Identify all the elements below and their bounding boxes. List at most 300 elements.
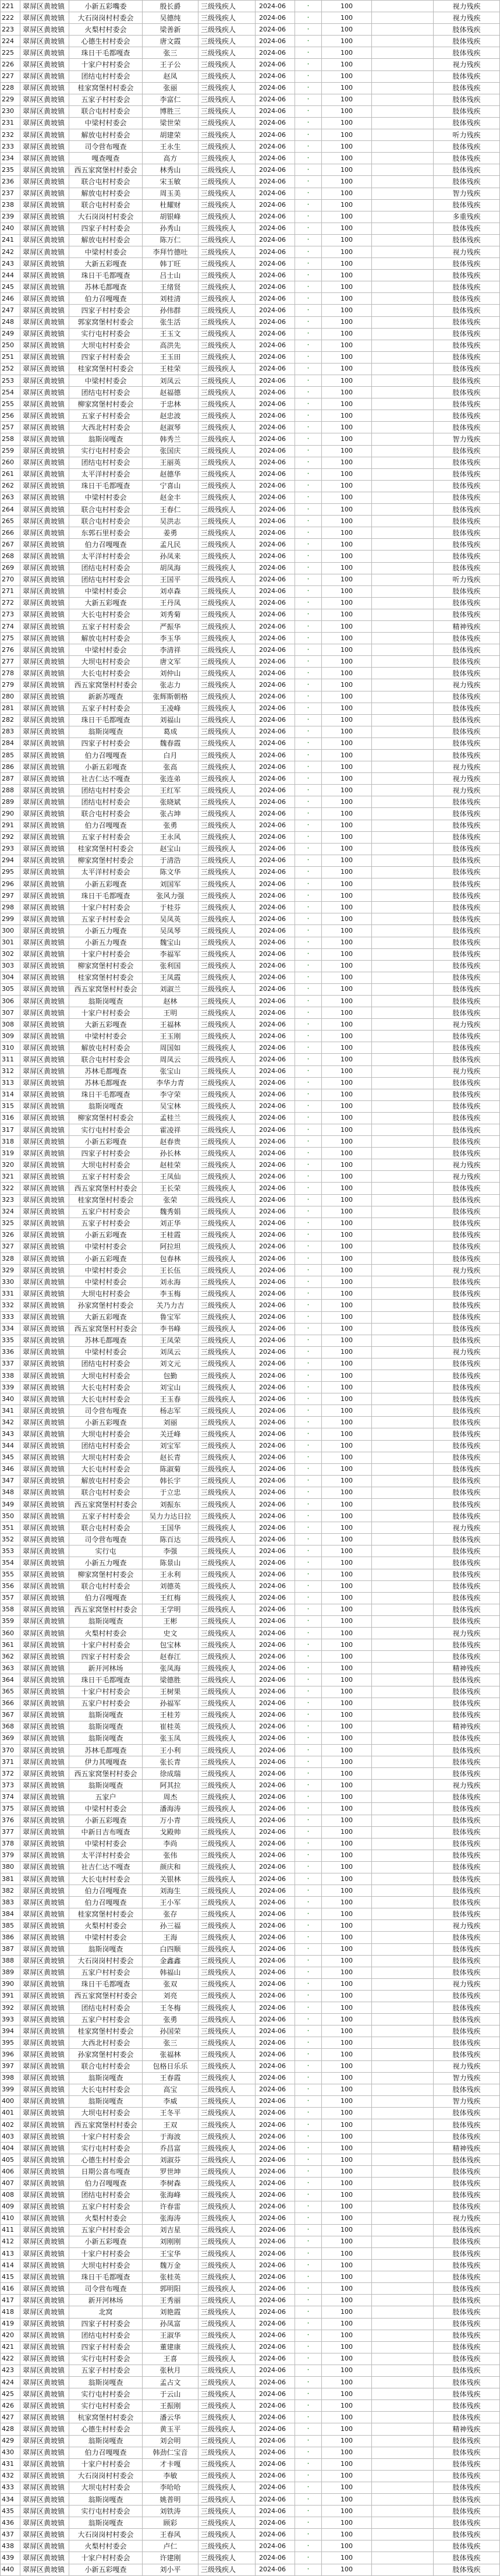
month-cell: 2024-06 [256,1031,295,1042]
village-cell: 珠日干毛都嘎查 [69,2271,143,2283]
name-cell: 王永生 [143,141,198,153]
disability-type-cell: 肢体残疾 [434,866,500,878]
marker-cell: • [295,2365,322,2376]
row-number: 336 [1,1346,20,1358]
disability-type-cell: 肢体残疾 [434,1850,500,1861]
amount-cell: 100 [322,2318,372,2330]
town-cell: 翠屏区黄坡镇 [20,1580,69,1592]
town-cell: 翠屏区黄坡镇 [20,1768,69,1780]
amount-cell: 100 [322,1744,372,1756]
village-cell: 小新五力嘎查 [69,1557,143,1569]
row-number: 294 [1,855,20,866]
marker-cell: • [295,1663,322,1674]
blank-cell [372,2084,434,2095]
month-cell: 2024-06 [256,983,295,995]
row-number: 426 [1,2400,20,2412]
row-number: 246 [1,293,20,305]
blank-cell [372,59,434,70]
row-number: 361 [1,1639,20,1651]
category-cell: 三级残疾人 [198,1054,256,1065]
blank-cell [372,258,434,270]
blank-cell [372,105,434,117]
category-cell: 三级残疾人 [198,1955,256,1967]
blank-cell [372,516,434,527]
month-cell: 2024-06 [256,913,295,925]
row-number: 366 [1,1698,20,1709]
category-cell: 三级残疾人 [198,2189,256,2201]
amount-cell: 100 [322,1241,372,1252]
village-cell: 大坝屯村村委会 [69,2482,143,2493]
marker-cell: • [295,703,322,714]
town-cell: 翠屏区黄坡镇 [20,855,69,866]
month-cell: 2024-06 [256,948,295,960]
town-cell: 翠屏区黄坡镇 [20,1253,69,1265]
marker-cell: • [295,1791,322,1803]
name-cell: 王喜 [143,2353,198,2365]
disability-type-cell: 肢体残疾 [434,1241,500,1252]
row-number: 339 [1,1382,20,1393]
village-cell: 五家户村村委会 [69,1206,143,1218]
village-cell: 中梁村村委会 [69,1276,143,1288]
table-row [1,375,500,387]
town-cell: 翠屏区黄坡镇 [20,2412,69,2423]
month-cell: 2024-06 [256,2435,295,2447]
category-cell: 三级残疾人 [198,2131,256,2143]
name-cell: 李威 [143,2095,198,2107]
category-cell: 三级残疾人 [198,70,256,82]
amount-cell: 100 [322,1463,372,1475]
disability-type-cell: 视力残疾 [434,1522,500,1534]
month-cell: 2024-06 [256,1885,295,1897]
town-cell: 翠屏区黄坡镇 [20,2493,69,2505]
disability-type-cell: 听力残疾 [434,574,500,585]
name-cell: 王福林 [143,1019,198,1031]
table-row [1,1054,500,1065]
table-row [1,340,500,351]
disability-type-cell: 肢体残疾 [434,2377,500,2388]
town-cell: 翠屏区黄坡镇 [20,785,69,796]
village-cell: 联合屯村村委会 [69,1487,143,1498]
town-cell: 翠屏区黄坡镇 [20,1,69,12]
row-number: 365 [1,1686,20,1698]
name-cell: 王冬平 [143,2107,198,2119]
table-row [1,1604,500,1615]
town-cell: 翠屏区黄坡镇 [20,2154,69,2166]
amount-cell: 100 [322,1663,372,1674]
town-cell: 翠屏区黄坡镇 [20,2201,69,2212]
amount-cell: 100 [322,1557,372,1569]
category-cell: 三级残疾人 [198,445,256,457]
name-cell: 张海涛 [143,2212,198,2224]
marker-cell: • [295,1042,322,1054]
table-row [1,293,500,305]
disability-type-cell: 视力残疾 [434,1,500,12]
table-row [1,2400,500,2412]
town-cell: 翠屏区黄坡镇 [20,527,69,539]
blank-cell [372,2002,434,2014]
row-number: 379 [1,1850,20,1861]
disability-type-cell: 肢体残疾 [434,1463,500,1475]
row-number: 356 [1,1580,20,1592]
disability-type-cell: 肢体残疾 [434,1990,500,2002]
disability-type-cell: 肢体残疾 [434,1405,500,1417]
month-cell: 2024-06 [256,2143,295,2154]
village-cell: 社吉仁达不嘎查 [69,773,143,785]
village-cell: 翁斯岗嘎查 [69,2493,143,2505]
row-number: 384 [1,1908,20,1920]
month-cell: 2024-06 [256,2447,295,2458]
row-number: 329 [1,1265,20,1276]
marker-cell: • [295,2423,322,2435]
marker-cell: • [295,2435,322,2447]
table-row [1,1089,500,1100]
village-cell: 翁斯岗嘎查 [69,2435,143,2447]
village-cell: 小新五彩嘎查 [69,1815,143,1826]
row-number: 312 [1,1065,20,1077]
name-cell: 高洪先 [143,340,198,351]
amount-cell: 100 [322,1100,372,1112]
amount-cell: 100 [322,1405,372,1417]
amount-cell: 100 [322,1417,372,1428]
amount-cell: 100 [322,2283,372,2295]
table-row [1,2236,500,2247]
blank-cell [372,2423,434,2435]
village-cell: 翁斯岗嘎查 [69,1732,143,1744]
month-cell: 2024-06 [256,234,295,246]
table-row [1,773,500,785]
town-cell: 翠屏区黄坡镇 [20,2295,69,2306]
marker-cell: • [295,1206,322,1218]
blank-cell [372,1218,434,1229]
town-cell: 翠屏区黄坡镇 [20,878,69,890]
name-cell: 魏万金 [143,2260,198,2271]
row-number: 282 [1,714,20,726]
table-row [1,1042,500,1054]
category-cell: 三级残疾人 [198,1276,256,1288]
table-row [1,1990,500,2002]
marker-cell: • [295,1545,322,1557]
marker-cell: • [295,445,322,457]
row-number: 364 [1,1674,20,1686]
marker-cell: • [295,1253,322,1265]
month-cell: 2024-06 [256,1686,295,1698]
blank-cell [372,2388,434,2400]
town-cell: 翠屏区黄坡镇 [20,2189,69,2201]
amount-cell: 100 [322,141,372,153]
blank-cell [372,2552,434,2564]
amount-cell: 100 [322,1288,372,1300]
category-cell: 三级残疾人 [198,2260,256,2271]
disability-type-cell: 肢体残疾 [434,937,500,948]
table-row [1,796,500,808]
marker-cell: • [295,153,322,164]
name-cell: 李强 [143,1545,198,1557]
amount-cell: 100 [322,1826,372,1838]
town-cell: 翠屏区黄坡镇 [20,2095,69,2107]
amount-cell: 100 [322,258,372,270]
marker-cell: • [295,1897,322,1908]
blank-cell [372,1405,434,1417]
blank-cell [372,1838,434,1850]
category-cell: 三级残疾人 [198,1370,256,1381]
blank-cell [372,2025,434,2037]
category-cell: 三级残疾人 [198,480,256,492]
amount-cell: 100 [322,1861,372,1873]
village-cell: 联合屯村村委会 [69,1580,143,1592]
marker-cell: • [295,2388,322,2400]
village-cell: 解放屯村村委会 [69,633,143,644]
row-number: 272 [1,597,20,609]
town-cell: 翠屏区黄坡镇 [20,480,69,492]
village-cell: 十家户村村委会 [69,1007,143,1019]
blank-cell [372,551,434,562]
row-number: 381 [1,1873,20,1885]
name-cell: 孙秀山 [143,223,198,234]
blank-cell [372,1955,434,1967]
category-cell: 三级残疾人 [198,1007,256,1019]
category-cell: 三级残疾人 [198,1522,256,1534]
village-cell: 联合屯村村委会 [69,199,143,211]
village-cell: 桂家窝堡村村委会 [69,82,143,94]
amount-cell: 100 [322,1580,372,1592]
town-cell: 翠屏区黄坡镇 [20,1112,69,1124]
marker-cell: • [295,668,322,679]
town-cell: 翠屏区黄坡镇 [20,316,69,328]
blank-cell [372,94,434,105]
name-cell: 王永风 [143,831,198,843]
table-row [1,480,500,492]
row-number: 341 [1,1405,20,1417]
table-row [1,1100,500,1112]
disability-type-cell: 肢体残疾 [434,351,500,363]
table-row [1,2423,500,2435]
table-row [1,551,500,562]
amount-cell: 100 [322,1276,372,1288]
village-cell: 大坝屯村村委会 [69,1159,143,1171]
category-cell: 三级残疾人 [198,1908,256,1920]
village-cell: 四家子村村委会 [69,305,143,316]
category-cell: 三级残疾人 [198,737,256,749]
blank-cell [372,527,434,539]
month-cell: 2024-06 [256,1452,295,1463]
name-cell: 关乃力吉 [143,1300,198,1311]
name-cell: 王玉文 [143,328,198,340]
table-row [1,1663,500,1674]
category-cell: 三级残疾人 [198,1241,256,1252]
blank-cell [372,2377,434,2388]
blank-cell [372,1112,434,1124]
table-row [1,2353,500,2365]
name-cell: 阿拉坦 [143,1241,198,1252]
town-cell: 翠屏区黄坡镇 [20,1089,69,1100]
town-cell: 翠屏区黄坡镇 [20,1382,69,1393]
village-cell: 大新五彩嘎查 [69,597,143,609]
disability-type-cell: 肢体残疾 [434,1534,500,1545]
table-row [1,1545,500,1557]
marker-cell: • [295,714,322,726]
blank-cell [372,1159,434,1171]
disability-type-cell: 智力残疾 [434,2072,500,2084]
village-cell: 嘎查嘎查 [69,153,143,164]
row-number: 422 [1,2353,20,2365]
category-cell: 三级残疾人 [198,1499,256,1511]
month-cell: 2024-06 [256,1042,295,1054]
village-cell: 翁斯岗嘎查 [69,1943,143,1955]
row-number: 232 [1,129,20,141]
blank-cell [372,351,434,363]
category-cell: 三级残疾人 [198,82,256,94]
blank-cell [372,2154,434,2166]
town-cell: 翠屏区黄坡镇 [20,2540,69,2552]
disability-type-cell: 肢体残疾 [434,234,500,246]
marker-cell: • [295,2506,322,2517]
disability-type-cell: 肢体残疾 [434,1499,500,1511]
amount-cell: 100 [322,2260,372,2271]
marker-cell: • [295,1826,322,1838]
marker-cell: • [295,609,322,620]
name-cell: 李清祥 [143,644,198,656]
name-cell: 孙长林 [143,1148,198,1159]
category-cell: 三级残疾人 [198,316,256,328]
town-cell: 翠屏区黄坡镇 [20,843,69,855]
row-number: 235 [1,164,20,176]
village-cell: 中梁村村委会 [69,1346,143,1358]
name-cell: 张存 [143,1908,198,1920]
disability-type-cell: 肢体残疾 [434,1803,500,1815]
amount-cell: 100 [322,445,372,457]
category-cell: 三级残疾人 [198,597,256,609]
row-number: 273 [1,609,20,620]
marker-cell: • [295,1100,322,1112]
name-cell: 金鑫鑫 [143,1955,198,1967]
row-number: 439 [1,2552,20,2564]
blank-cell [372,1265,434,1276]
amount-cell: 100 [322,1007,372,1019]
marker-cell: • [295,831,322,843]
disability-type-cell: 肢体残疾 [434,1511,500,1522]
disability-type-cell: 肢体残疾 [434,2201,500,2212]
marker-cell: • [295,633,322,644]
table-row [1,703,500,714]
village-cell: 翁斯岗嘎查 [69,2095,143,2107]
marker-cell: • [295,737,322,749]
row-number: 284 [1,737,20,749]
month-cell: 2024-06 [256,1159,295,1171]
blank-cell [372,375,434,387]
blank-cell [372,328,434,340]
blank-cell [372,539,434,551]
marker-cell: • [295,2014,322,2025]
disability-type-cell: 肢体残疾 [434,1370,500,1381]
town-cell: 翠屏区黄坡镇 [20,1031,69,1042]
table-row [1,211,500,223]
month-cell: 2024-06 [256,1768,295,1780]
blank-cell [372,948,434,960]
town-cell: 翠屏区黄坡镇 [20,305,69,316]
category-cell: 三级残疾人 [198,1019,256,1031]
table-row [1,2295,500,2306]
blank-cell [372,1136,434,1148]
category-cell: 三级残疾人 [198,866,256,878]
disability-type-cell: 肢体残疾 [434,363,500,375]
blank-cell [372,2014,434,2025]
town-cell: 翠屏区黄坡镇 [20,223,69,234]
name-cell: 王红军 [143,785,198,796]
row-number: 293 [1,843,20,855]
row-number: 309 [1,1031,20,1042]
category-cell: 三级残疾人 [198,808,256,820]
category-cell: 三级残疾人 [198,609,256,620]
amount-cell: 100 [322,843,372,855]
table-row [1,1651,500,1663]
category-cell: 三级残疾人 [198,1885,256,1897]
village-cell: 联合屯村村委会 [69,1054,143,1065]
amount-cell: 100 [322,1393,372,1405]
marker-cell: • [295,1124,322,1136]
month-cell: 2024-06 [256,620,295,632]
category-cell: 三级残疾人 [198,199,256,211]
town-cell: 翠屏区黄坡镇 [20,199,69,211]
disability-type-cell: 肢体残疾 [434,1077,500,1089]
row-number: 430 [1,2447,20,2458]
name-cell: 严振华 [143,620,198,632]
table-row [1,1732,500,1744]
village-cell: 伯力召嘎嘎查 [69,1592,143,1604]
month-cell: 2024-06 [256,633,295,644]
disability-type-cell: 肢体残疾 [434,480,500,492]
row-number: 395 [1,2037,20,2049]
month-cell: 2024-06 [256,2341,295,2353]
town-cell: 翠屏区黄坡镇 [20,2458,69,2470]
row-number: 241 [1,234,20,246]
blank-cell [372,117,434,129]
disability-type-cell: 肢体残疾 [434,2178,500,2189]
name-cell: 王春霞 [143,2072,198,2084]
row-number: 300 [1,925,20,937]
amount-cell: 100 [322,2154,372,2166]
marker-cell: • [295,820,322,831]
name-cell: 吴凤英 [143,913,198,925]
village-cell: 太平洋村村委会 [69,866,143,878]
town-cell: 翠屏区黄坡镇 [20,422,69,433]
table-row [1,679,500,691]
blank-cell [372,1908,434,1920]
blank-cell [372,691,434,703]
name-cell: 鲁宝军 [143,1311,198,1323]
disability-type-cell: 肢体残疾 [434,340,500,351]
town-cell: 翠屏区黄坡镇 [20,831,69,843]
blank-cell [372,1171,434,1183]
disability-type-cell: 肢体残疾 [434,2166,500,2178]
month-cell: 2024-06 [256,2493,295,2505]
amount-cell: 100 [322,2506,372,2517]
name-cell: 黄玉平 [143,2423,198,2435]
marker-cell: • [295,1382,322,1393]
disability-type-cell: 视力残疾 [434,1159,500,1171]
town-cell: 翠屏区黄坡镇 [20,750,69,761]
village-cell: 伯力召嘎嘎查 [69,539,143,551]
table-row [1,2131,500,2143]
blank-cell [372,796,434,808]
category-cell: 三级残疾人 [198,153,256,164]
month-cell: 2024-06 [256,1077,295,1089]
category-cell: 三级残疾人 [198,551,256,562]
month-cell: 2024-06 [256,878,295,890]
category-cell: 三级残疾人 [198,1300,256,1311]
category-cell: 三级残疾人 [198,1077,256,1089]
table-row [1,2318,500,2330]
amount-cell: 100 [322,1159,372,1171]
